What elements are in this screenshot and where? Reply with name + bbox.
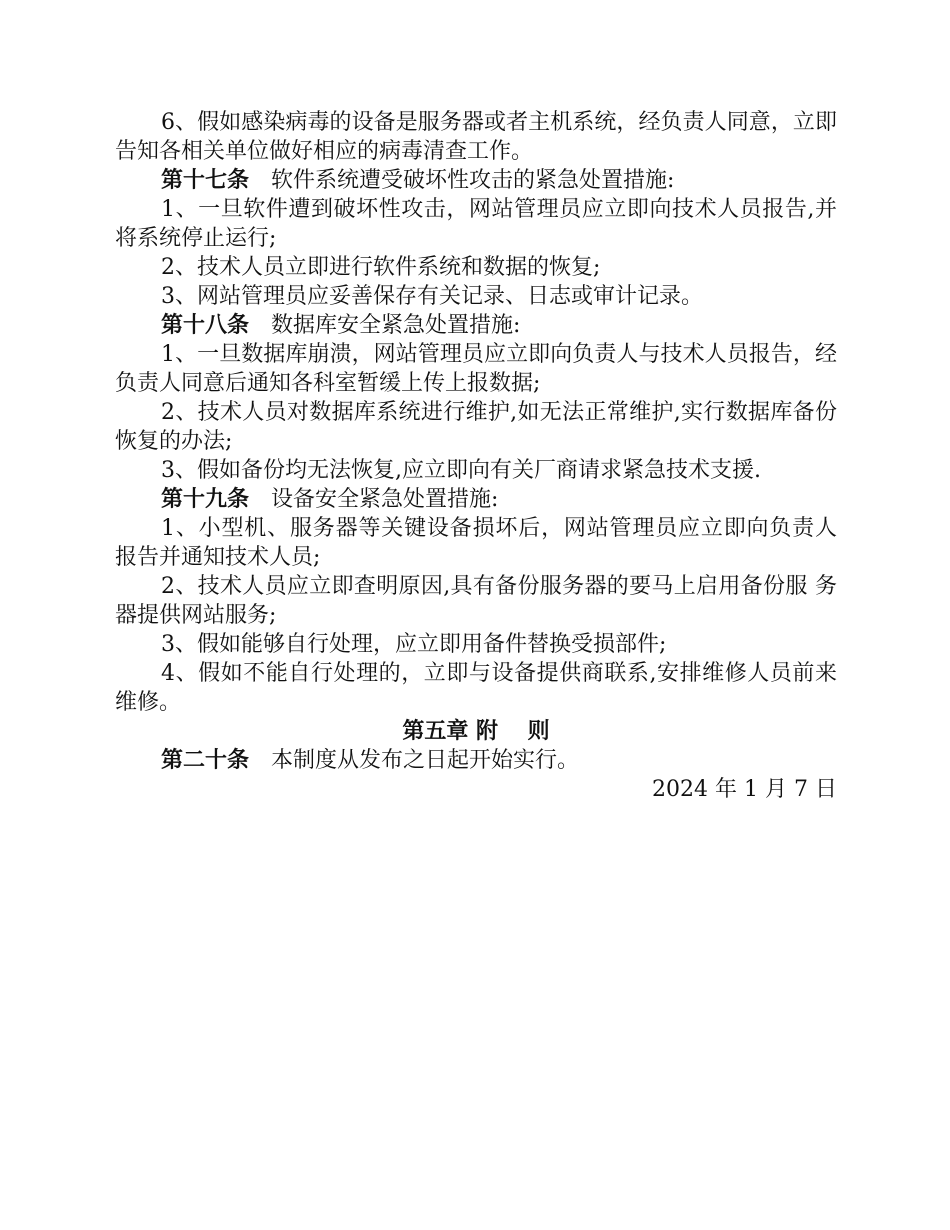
paragraph-item-6: 6、假如感染病毒的设备是服务器或者主机系统，经负责人同意，立即告知各相关单位做好相应的病毒清查工作。 <box>115 110 837 164</box>
article-19-heading <box>115 485 837 514</box>
document-date: 2024 年 1 月 7 日 <box>652 777 837 802</box>
article-17-number: 第十七条 <box>161 168 250 193</box>
article-18-item-2: 2、技术人员对数据库系统进行维护,如无法正常维护,实行数据库备份恢复的办法; <box>115 400 837 454</box>
article-19-item-2: 2、技术人员应立即查明原因,具有备份服务器的要马上启用备份服 务器提供网站服务; <box>115 574 837 628</box>
article-18-item-1: 1、一旦数据库崩溃，网站管理员应立即向负责人与技术人员报告，经负责人同意后通知各科室暂缓上传上报数据; <box>115 342 837 396</box>
document-body <box>115 108 837 804</box>
article-20-text: 本制度从发布之日起开始实行。 <box>271 748 580 773</box>
article-20 <box>115 746 837 775</box>
article-17-item-3: 3、网站管理员应妥善保存有关记录、日志或审计记录。 <box>161 284 703 309</box>
article-17-title: 软件系统遭受破坏性攻击的紧急处置措施: <box>271 168 675 193</box>
article-18-title: 数据库安全紧急处置措施: <box>271 313 521 338</box>
article-19-title: 设备安全紧急处置措施: <box>271 487 499 512</box>
article-18-number: 第十八条 <box>161 313 250 338</box>
article-19-number: 第十九条 <box>161 487 250 512</box>
article-17-heading <box>115 166 837 195</box>
article-19-item-1: 1、小型机、服务器等关键设备损坏后，网站管理员应立即向负责人 报告并通知技术人员; <box>115 516 837 570</box>
article-17-item-1: 1、一旦软件遭到破坏性攻击，网站管理员应立即向技术人员报告,并将系统停止运行; <box>115 197 837 251</box>
article-19-item-4: 4、假如不能自行处理的，立即与设备提供商联系,安排维修人员前来维修。 <box>115 661 837 715</box>
article-20-number: 第二十条 <box>161 748 250 773</box>
article-18-heading <box>115 311 837 340</box>
article-17-item-2: 2、技术人员立即进行软件系统和数据的恢复; <box>161 255 601 280</box>
chapter-5-heading: 第五章 附 则 <box>402 719 550 744</box>
article-18-item-3: 3、假如备份均无法恢复,应立即向有关厂商请求紧急技术支援. <box>161 458 761 483</box>
article-19-item-3: 3、假如能够自行处理，应立即用备件替换受损部件; <box>161 632 667 657</box>
